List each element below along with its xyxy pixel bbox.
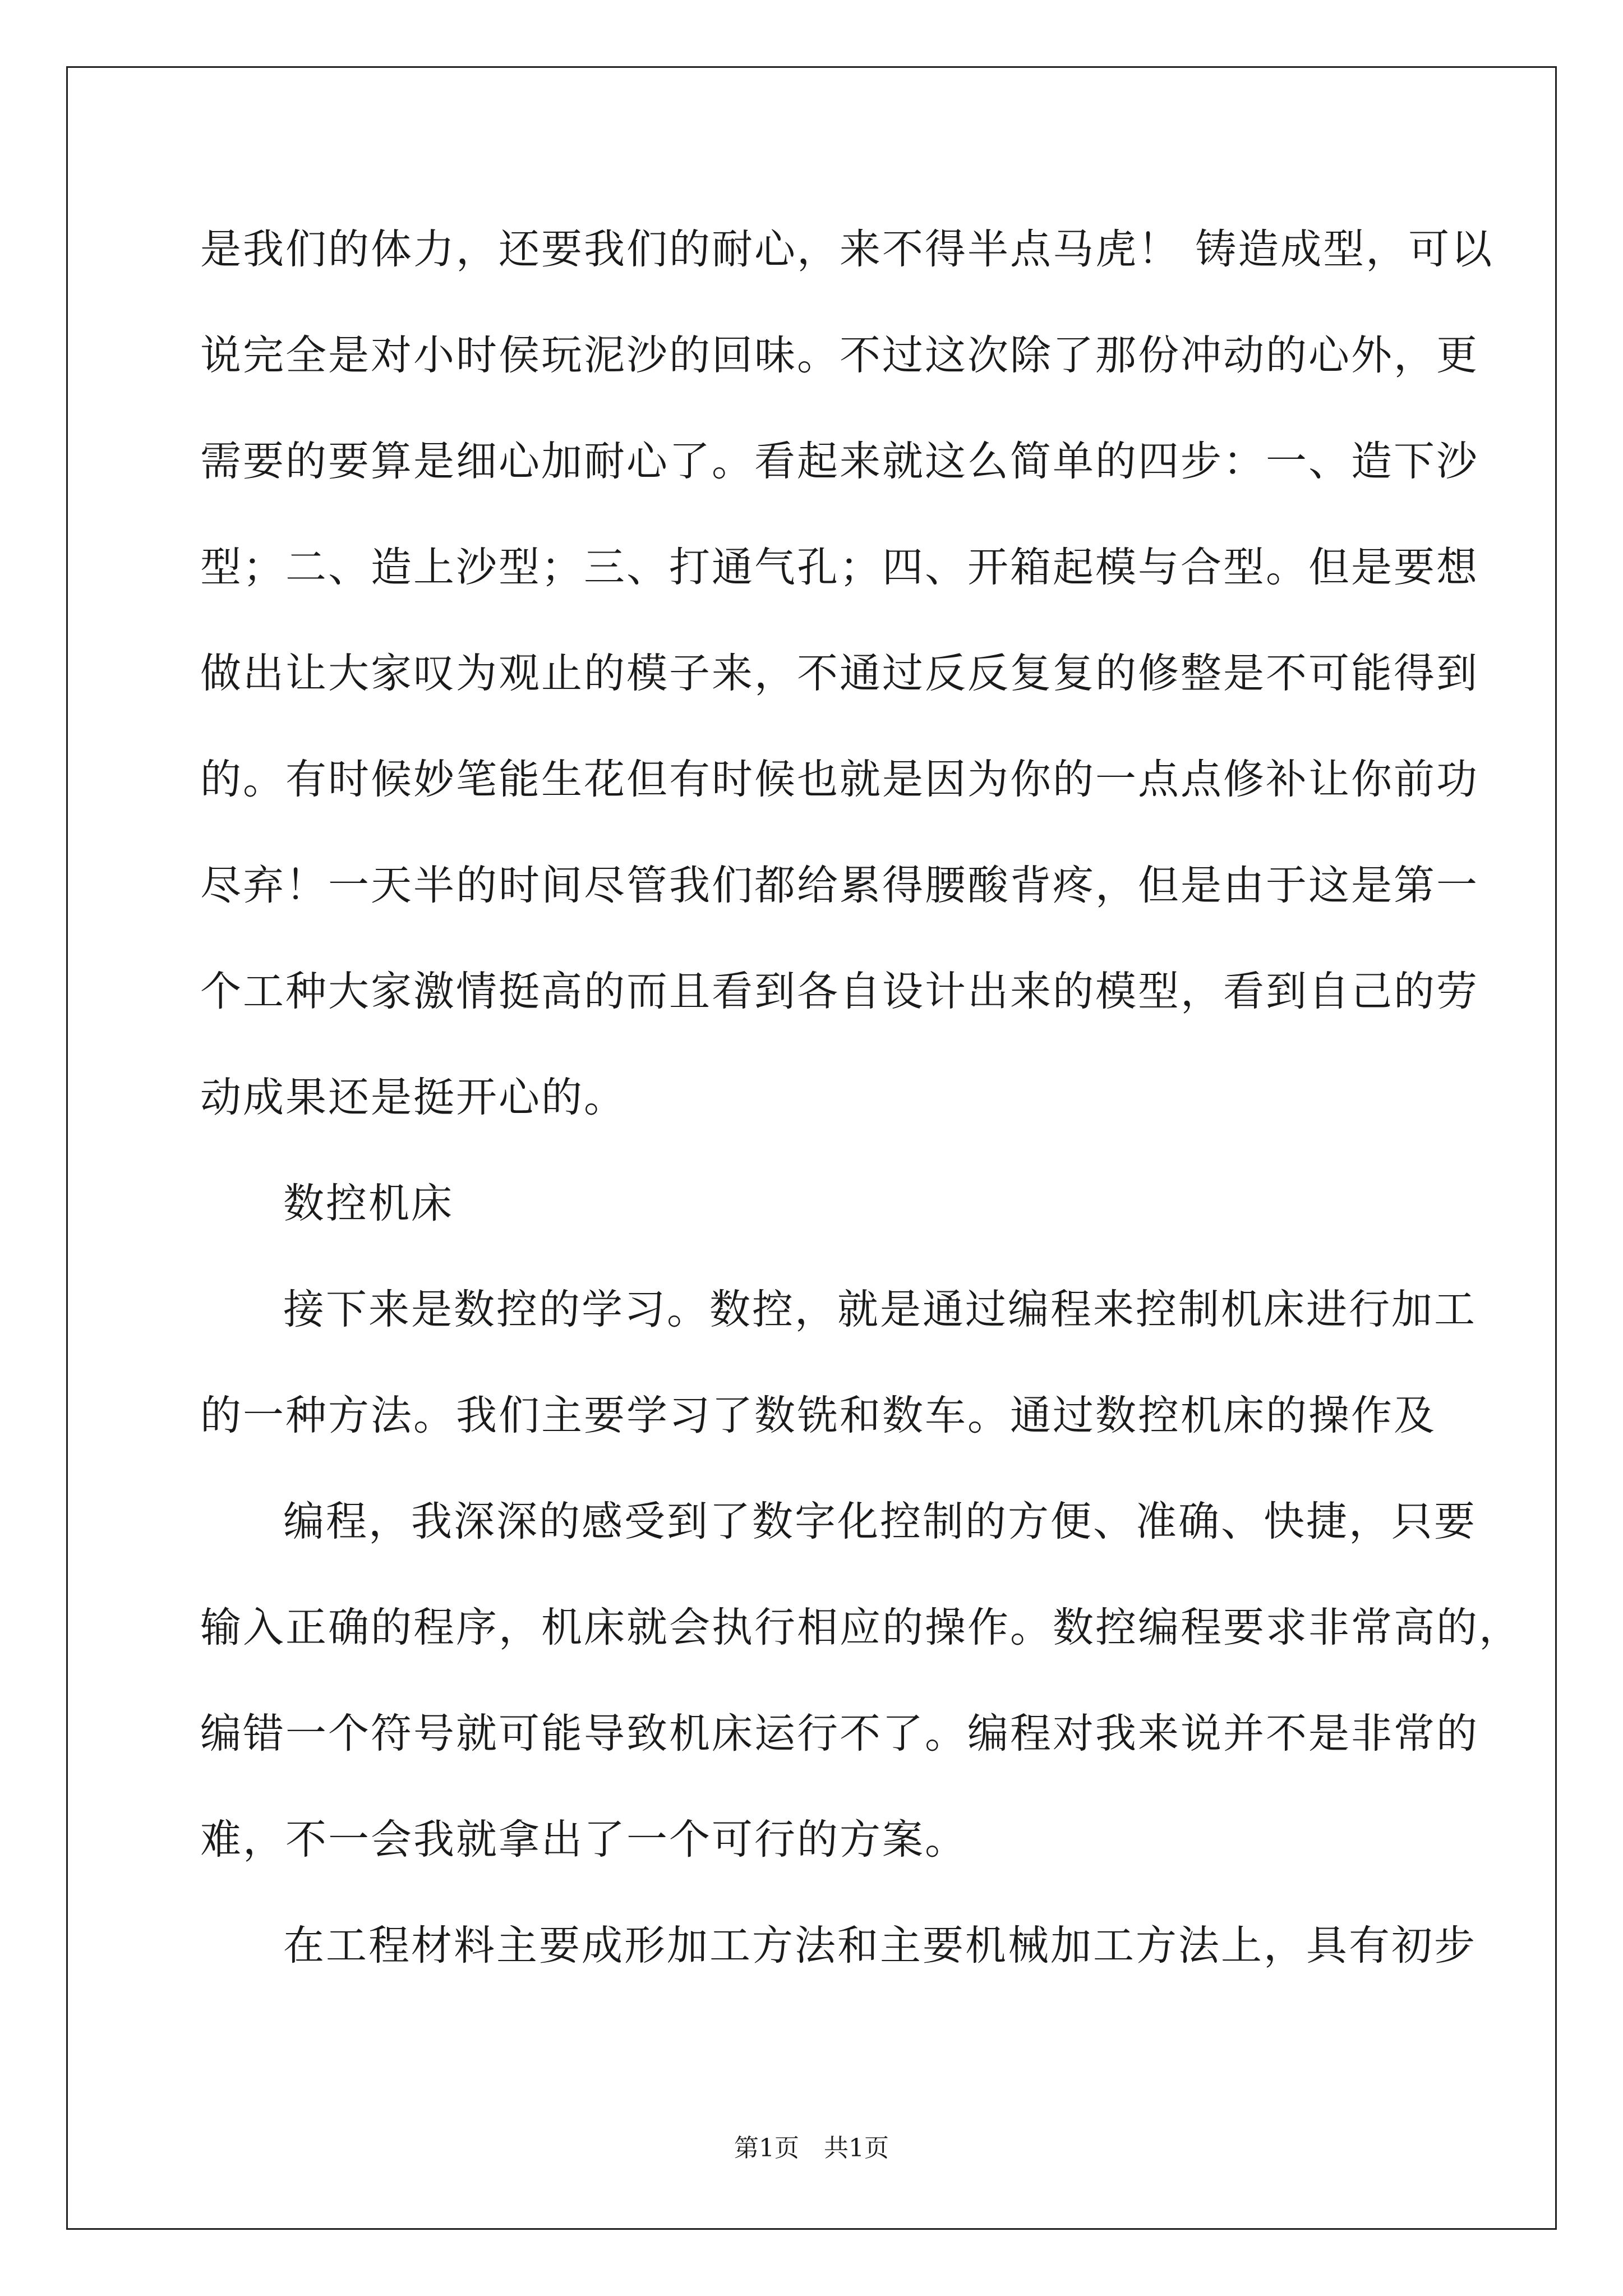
text-line: 说完全是对小时侯玩泥沙的回味。不过这次除了那份冲动的心外，更 [200, 332, 1479, 379]
text-line: 是我们的体力，还要我们的耐心，来不得半点马虎！ 铸造成型，可以 [200, 226, 1494, 273]
text-line: 编程，我深深的感受到了数字化控制的方便、准确、快捷，只要 [283, 1498, 1477, 1545]
text-line: 接下来是数控的学习。数控，就是通过编程来控制机床进行加工 [283, 1286, 1477, 1333]
text-line: 需要的要算是细心加耐心了。看起来就这么简单的四步：一、造下沙 [200, 438, 1479, 485]
text-line: 做出让大家叹为观止的模子来，不通过反反复复的修整是不可能得到 [200, 650, 1479, 697]
text-line: 编错一个符号就可能导致机床运行不了。编程对我来说并不是非常的 [200, 1710, 1479, 1757]
page-footer: 第1页 共1页 [734, 2134, 889, 2162]
text-line: 尽弃！一天半的时间尽管我们都给累得腰酸背疼，但是由于这是第一 [200, 862, 1479, 909]
text-line: 的。有时候妙笔能生花但有时候也就是因为你的一点点修补让你前功 [200, 756, 1479, 803]
text-line: 型；二、造上沙型；三、打通气孔；四、开箱起模与合型。但是要想 [200, 544, 1479, 591]
page-border [66, 66, 1557, 2230]
text-line: 个工种大家激情挺高的而且看到各自设计出来的模型，看到自己的劳 [200, 968, 1479, 1015]
section-heading: 数控机床 [283, 1180, 454, 1227]
text-line: 输入正确的程序，机床就会执行相应的操作。数控编程要求非常高的， [200, 1604, 1521, 1651]
text-line: 难，不一会我就拿出了一个可行的方案。 [200, 1816, 967, 1864]
text-line: 在工程材料主要成形加工方法和主要机械加工方法上，具有初步 [283, 1922, 1477, 1970]
text-line: 动成果还是挺开心的。 [200, 1074, 626, 1121]
text-line: 的一种方法。我们主要学习了数铣和数车。通过数控机床的操作及 [200, 1392, 1436, 1439]
